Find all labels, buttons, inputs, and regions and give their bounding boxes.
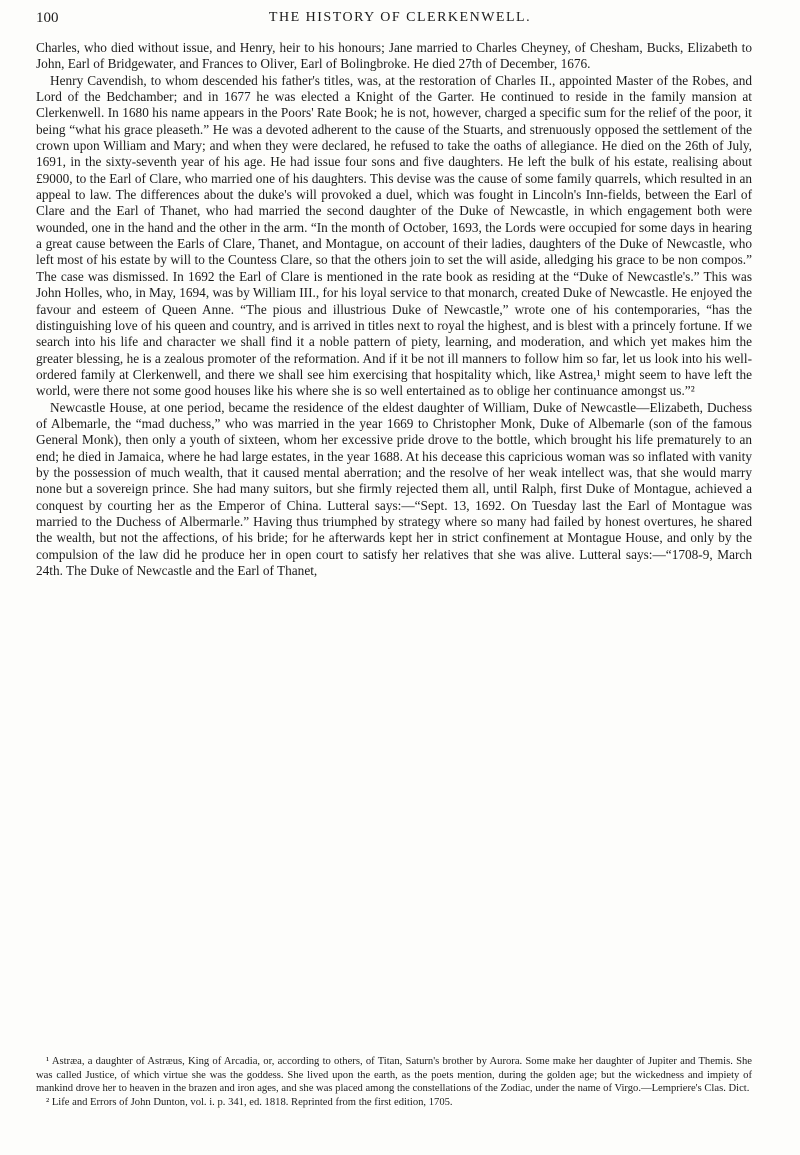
footnotes [36,1055,752,1109]
running-head: THE HISTORY OF CLERKENWELL. [268,10,532,25]
paragraph: Newcastle House, at one period, became the residence of the eldest daughter of William, Duke of Newcastle—Elizabeth, Duchess of Albemarle, the “mad duchess,” who was married in the year 1669 to Christopher Monk, Duke of Albemarle (son of the famous General Monk), then only a youth of sixteen, whom her excessive pride drove to the bottle, which brought his life prematurely to an end; he died in Jamaica, where he had large estates, in the year 1688. At his decease this capricious woman was so inflated with vanity by the possession of much wealth, that it caused mental aberration; and the resolve of her weak intellect was, that she would marry none but a sovereign prince. She had many suitors, but she firmly rejected them all, until Ralph, first Duke of Montague, achieved a conquest by courting her as the Emperor of China. Lutteral says:—“Sept. 13, 1692. On Tuesday last the Earl of Montague was married to the Duchess of Albermarle.” Having thus triumphed by strategy where so many had failed by honest overtures, he shared the wealth, but not the affections, of his bride; for he afterwards kept her in strict confinement at Montague House, and only by the compulsion of the law did he produce her in open court to satisfy her relatives that she was alive. Lutteral says:—“1708-9, March 24th. The Duke of Newcastle and the Earl of Thanet, [36,399,752,578]
page-number: 100 [36,10,59,26]
footnote: ² Life and Errors of John Dunton, vol. i. p. 341, ed. 1818. Reprinted from the first edition, 1705. [46,1096,453,1108]
body-text [36,40,752,579]
footnote: ¹ Astræa, a daughter of Astræus, King of Arcadia, or, according to others, of Titan, Saturn's brother by Aurora. Some make her daughter of Jupiter and Themis. She was called Justice, of which virtue she was the goddess. She lived upon the earth, as the poets mention, during the golden age; but the wickedness and impiety of mankind drove her to heaven in the brazen and iron ages, and she was placed among the constellations of the Zodiac, under the name of Virgo.—Lempriere's Clas. Dict. [36,1056,752,1095]
page-header [36,6,764,34]
paragraph: Henry Cavendish, to whom descended his father's titles, was, at the restoration of Charles II., appointed Master of the Robes, and Lord of the Bedchamber; and in 1677 he was elected a Knight of the Garter. He continued to reside in the family mansion at Clerkenwell. In 1680 his name appears in the Poors' Rate Book; he is not, however, charged a specific sum for the relief of the poor, it being “what his grace pleaseth.” He was a devoted adherent to the cause of the Stuarts, and strenuously opposed the settlement of the crown upon William and Mary; and when they were declared, he refused to take the oaths of allegiance. He died on the 26th of July, 1691, in the sixty-seventh year of his age. He had issue four sons and five daughters. He left the bulk of his estate, realising about £9000, to the Earl of Clare, who married one of his daughters. This devise was the cause of some family quarrels, which resulted in an appeal to law. The differences about the duke's will provoked a duel, which was fought in Lincoln's Inn-fields, between the Earl of Clare and the Earl of Thanet, who had married the second daughter of the Duke of Newcastle, in which engagement both were wounded, one in the hand and the other in the arm. “In the month of October, 1693, the Lords were occupied for some days in hearing a great cause between the Earls of Clare, Thanet, and Montague, on account of their ladies, daughters of the Duke of Newcastle, who left most of his estate by will to the Countess Clare, so that the others join to set the will aside, alledging his grace to be non compos.” The case was dismissed. In 1692 the Earl of Clare is mentioned in the rate book as residing at the “Duke of Newcastle's.” This was John Holles, who, in May, 1694, was by William III., for his loyal service to that monarch, created Duke of Newcastle. He enjoyed the favour and esteem of Queen Anne. “The pious and illustrious Duke of Newcastle,” wrote one of his contemporaries, “has the distinguishing love of his queen and country, and is arrived in titles next to royal the highest, and is blest with a princely fortune. If we search into his life and character we shall find it a noble pattern of piety, learning, and moderation, and which yet makes him the greater blessing, he is a zealous promoter of the reformation. And if it be not ill manners to follow him so far, let us look into his well-ordered family at Clerkenwell, and there we shall see him exercising that hospitality which, like Astrea,¹ might seem to have left the world, were there not some good houses like his where she is so well entertained as to oblige her continuance amongst us.”² [36,72,752,399]
paragraph: Charles, who died without issue, and Henry, heir to his honours; Jane married to Charles Cheyney, of Chesham, Bucks, Elizabeth to John, Earl of Bridgewater, and Frances to Oliver, Earl of Bolingbroke. He died 27th of December, 1676. [36,40,752,72]
